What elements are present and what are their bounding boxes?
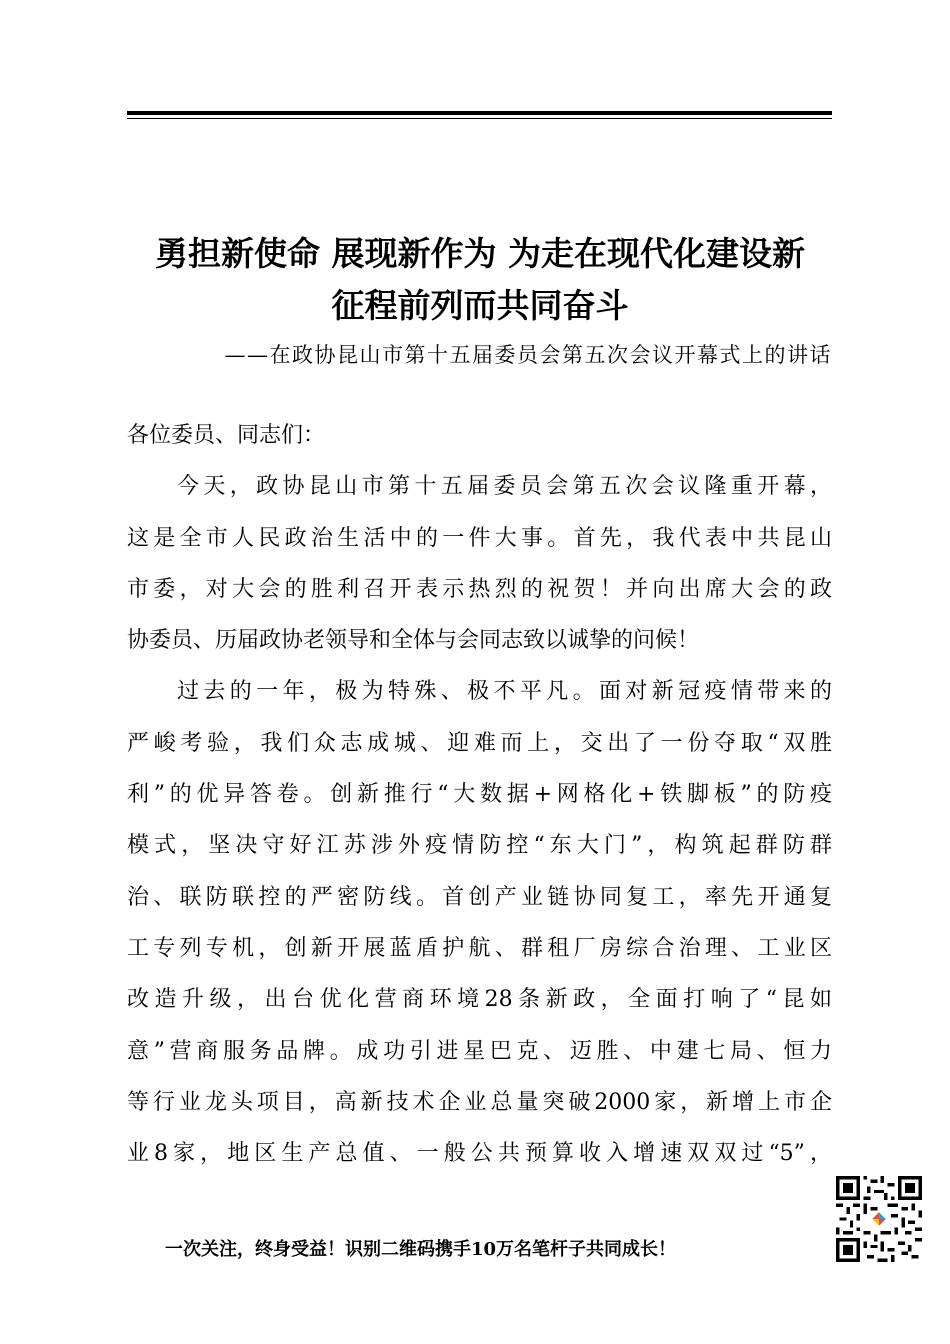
paragraph-line: 严峻考验，我们众志成城、迎难而上，交出了一份夺取“双胜: [127, 730, 832, 756]
paragraph-line: 意”营商服务品牌。成功引进星巴克、迈胜、中建七局、恒力: [127, 1038, 832, 1064]
document-body: [127, 410, 832, 1179]
salutation: 各位委员、同志们：: [127, 423, 326, 448]
document-subtitle: ——在政协昆山市第十五届委员会第五次会议开幕式上的讲话: [224, 343, 832, 367]
title-line-2: 征程前列而共同奋斗: [331, 286, 629, 325]
paragraph-line: 工专列专机，创新开展蓝盾护航、群租厂房综合治理、工业区: [127, 935, 832, 961]
document-title: [120, 228, 840, 332]
paragraph-line: 模式，坚决守好江苏涉外疫情防控“东大门”，构筑起群防群: [127, 833, 832, 859]
footer-promo-text: 一次关注，终身受益！识别二维码携手10万名笔杆子共同成长！: [165, 1239, 677, 1260]
qr-code-icon[interactable]: [836, 1176, 922, 1262]
paragraph-line: 过去的一年，极为特殊、极不平凡。面对新冠疫情带来的: [177, 679, 832, 705]
header-rule-thick: [127, 111, 832, 115]
paragraph-line: 今天，政协昆山市第十五届委员会第五次会议隆重开幕，: [177, 474, 832, 500]
title-line-1: 勇担新使命 展现新作为 为走在现代化建设新: [155, 234, 805, 273]
paragraph-line: 利”的优异答卷。创新推行“大数据+网格化+铁脚板”的防疫: [127, 782, 832, 808]
paragraph-line: 改造升级，出台优化营商环境28条新政，全面打响了“昆如: [127, 987, 832, 1013]
paragraph-line: 业8家，地区生产总值、一般公共预算收入增速双双过“5”，: [127, 1141, 832, 1167]
paragraph-line: 这是全市人民政治生活中的一件大事。首先，我代表中共昆山: [127, 525, 832, 551]
header-rule-thin: [127, 118, 832, 119]
paragraph-line: 市委，对大会的胜利召开表示热烈的祝贺！并向出席大会的政: [127, 576, 832, 602]
paragraph-line: 治、联防联控的严密防线。首创产业链协同复工，率先开通复: [127, 884, 832, 910]
paragraph-line: 协委员、历届政协老领导和全体与会同志致以诚挚的问候！: [127, 628, 700, 654]
paragraph-line: 等行业龙头项目，高新技术企业总量突破2000家，新增上市企: [127, 1089, 832, 1115]
